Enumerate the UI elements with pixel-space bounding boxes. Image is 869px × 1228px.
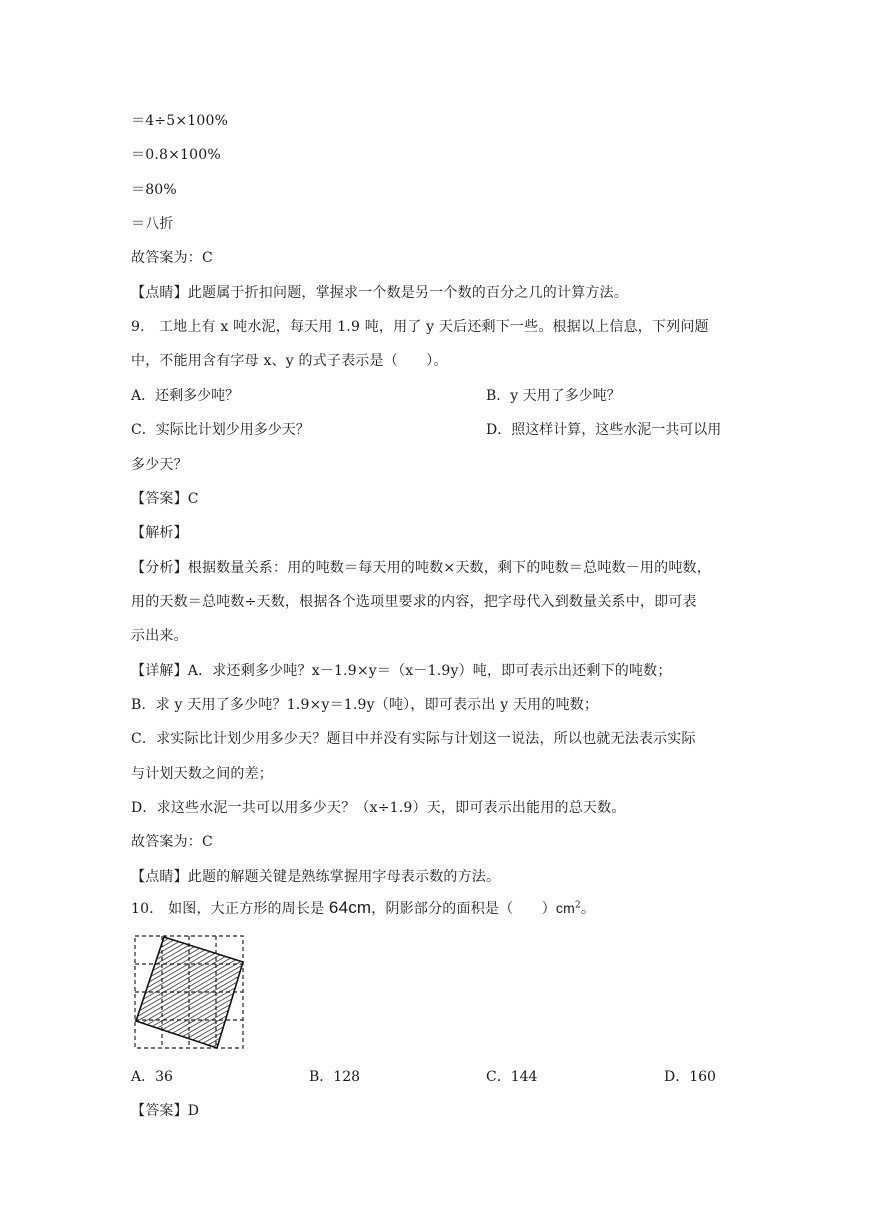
question-10-mid: ，阴影部分的面积是（ ） <box>371 901 556 917</box>
detail-line-c: C．求实际比计划少用多少天？题目中并没有实际与计划这一说法，所以也就无法表示实际 <box>131 731 696 747</box>
key-point-8: 【点睛】此题属于折扣问题，掌握求一个数是另一个数的百分之几的计算方法。 <box>131 285 628 301</box>
key-point-9: 【点睛】此题的解题关键是熟练掌握用字母表示数的方法。 <box>131 869 501 885</box>
answer-conclusion-8: 故答案为：C <box>131 250 213 266</box>
square-figure <box>131 932 247 1052</box>
perimeter-value: 64cm <box>328 898 372 917</box>
calc-line-3: ＝80% <box>131 182 177 198</box>
calc-line-4: ＝八折 <box>131 216 174 232</box>
option-9-d: D．照这样计算，这些水泥一共可以用 <box>486 422 722 438</box>
option-9-b: B．y 天用了多少吨？ <box>486 388 621 404</box>
question-10-end: 。 <box>580 901 596 917</box>
option-10-c: C．144 <box>486 1069 538 1085</box>
option-9-a: A．还剩多少吨？ <box>131 388 240 404</box>
area-unit-exponent: 2 <box>574 900 581 911</box>
analysis-line-2: 用的天数＝总吨数÷天数，根据各个选项里要求的内容，把字母代入到数量关系中，即可表 <box>131 594 697 610</box>
detail-line-d: D．求这些水泥一共可以用多少天？（x÷1.9）天，即可表示出能用的总天数。 <box>131 800 626 816</box>
calc-line-1: ＝4÷5×100% <box>131 113 229 129</box>
detail-line-c-cont: 与计划天数之间的差； <box>131 766 273 782</box>
question-10-stem <box>131 898 595 919</box>
question-9-stem-cont: 中，不能用含有字母 x、y 的式子表示是（ ）。 <box>131 353 448 369</box>
calc-line-2: ＝0.8×100% <box>131 147 221 163</box>
answer-10: 【答案】D <box>131 1103 200 1119</box>
area-unit: cm <box>555 900 575 916</box>
option-9-d-cont: 多少天？ <box>131 457 188 473</box>
question-9-stem: 9． 工地上有 x 吨水泥，每天用 1.9 吨，用了 y 天后还剩下一些。根据以上信息，下列问题 <box>131 319 709 335</box>
analysis-heading: 【解析】 <box>131 525 188 541</box>
answer-conclusion-9: 故答案为：C <box>131 834 213 850</box>
question-10-prefix: 10． 如图，大正方形的周长是 <box>131 901 329 917</box>
detail-line-b: B．求 y 天用了多少吨？1.9×y＝1.9y（吨），即可表示出 y 天用的吨数； <box>131 697 599 713</box>
shaded-square <box>136 937 243 1048</box>
option-9-c: C．实际比计划少用多少天？ <box>131 422 310 438</box>
answer-9: 【答案】C <box>131 491 199 507</box>
option-10-d: D．160 <box>664 1069 716 1085</box>
detail-line-a: 【详解】A．求还剩多少吨？x－1.9×y＝（x－1.9y）吨，即可表示出还剩下的吨数； <box>131 663 672 679</box>
analysis-line-1: 【分析】根据数量关系：用的吨数＝每天用的吨数×天数，剩下的吨数＝总吨数－用的吨数， <box>131 560 711 576</box>
analysis-line-3: 示出来。 <box>131 628 188 644</box>
option-10-b: B．128 <box>309 1069 361 1085</box>
option-10-a: A．36 <box>131 1069 173 1085</box>
